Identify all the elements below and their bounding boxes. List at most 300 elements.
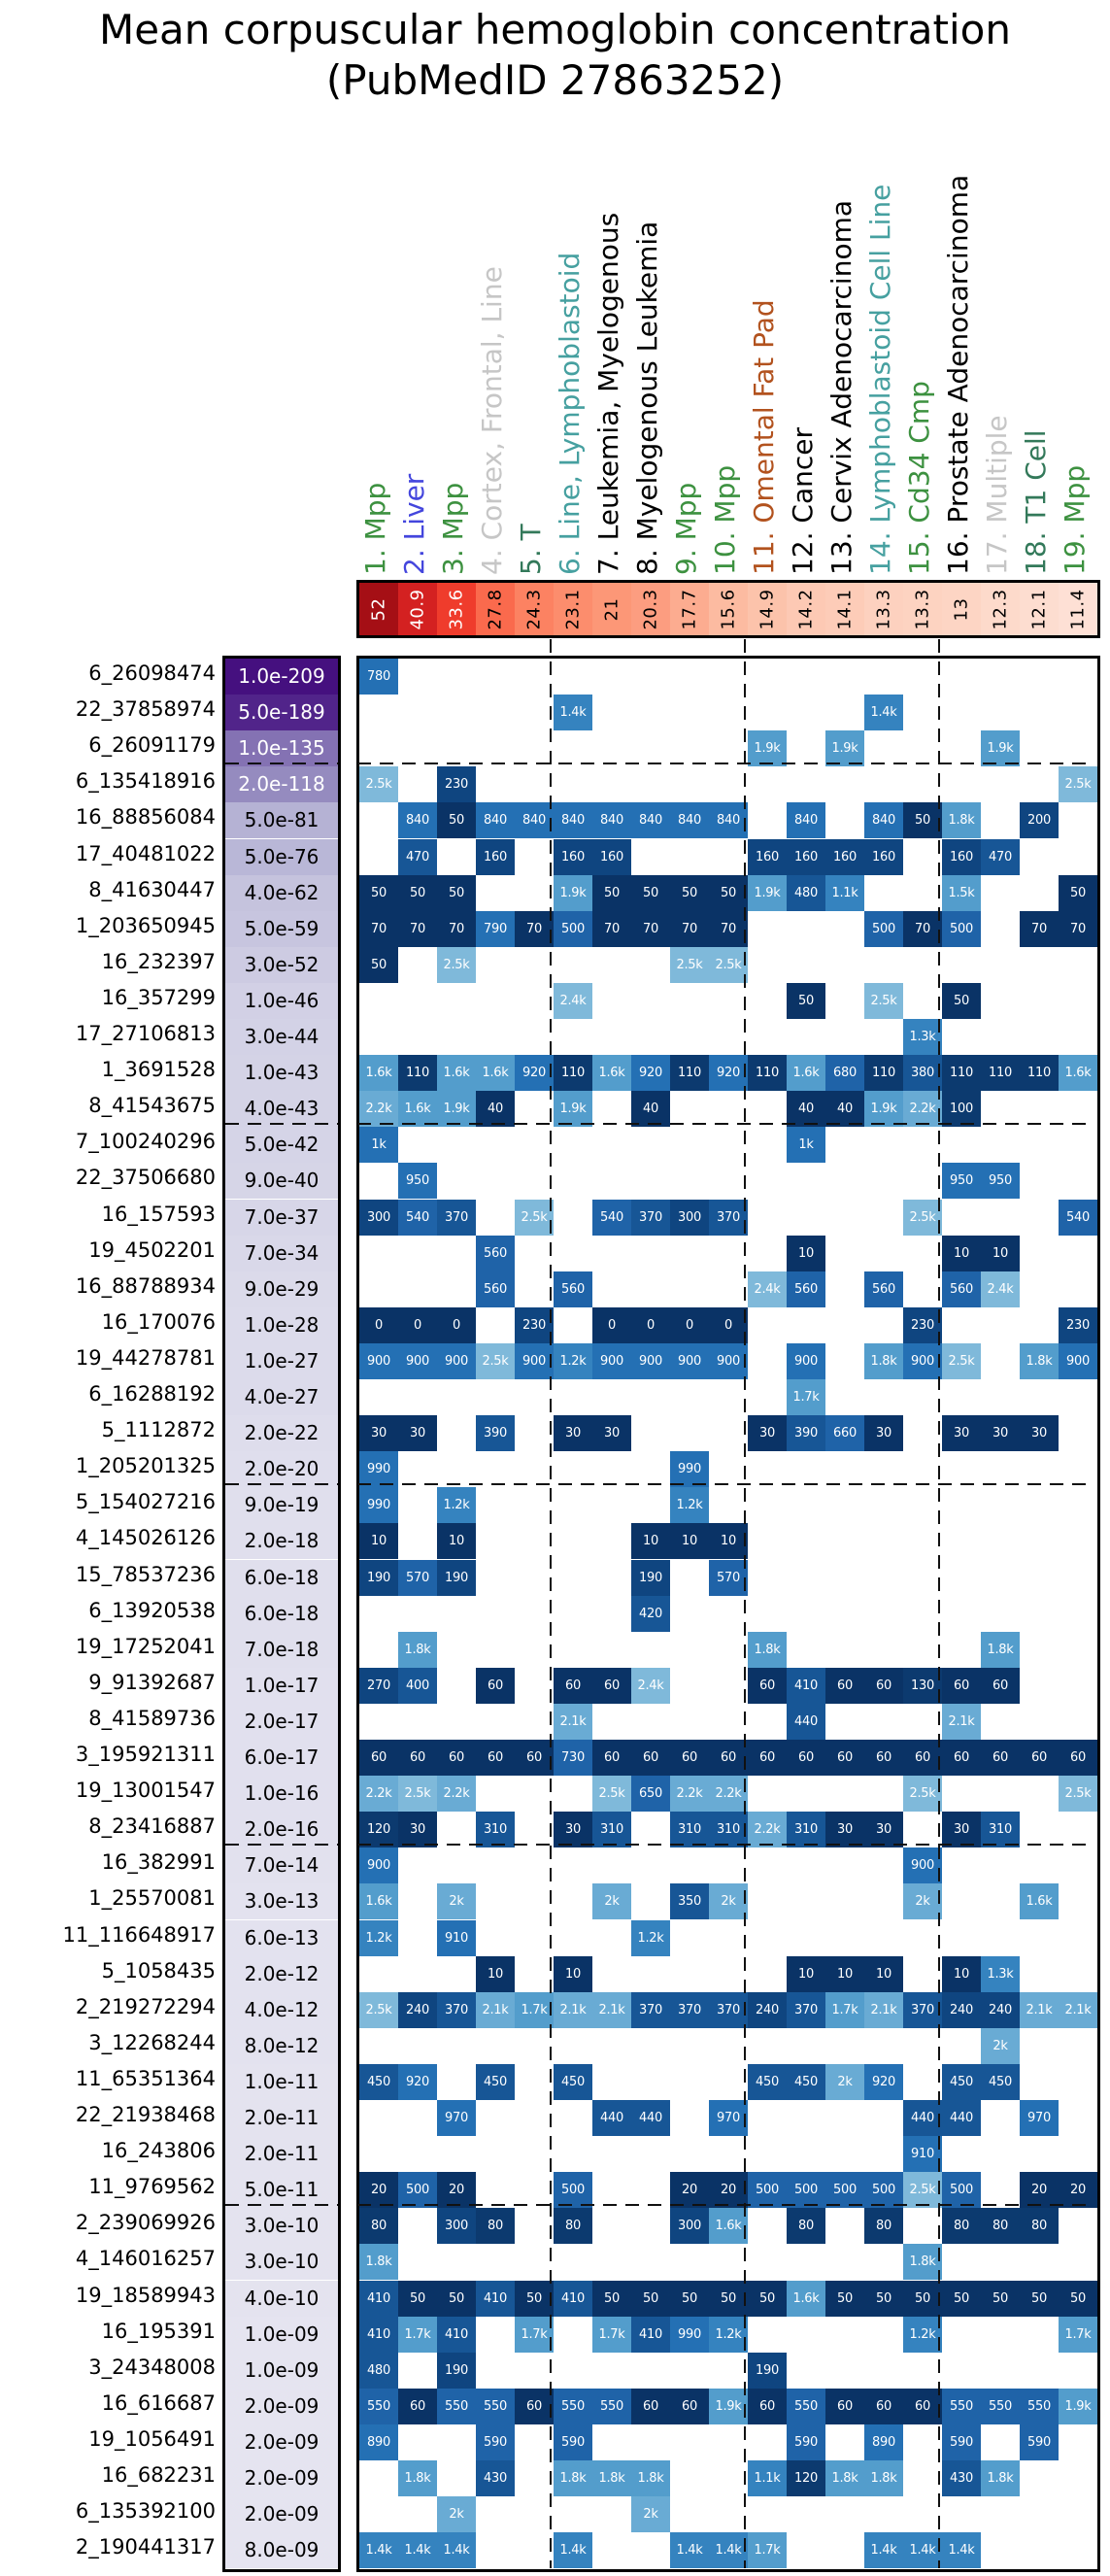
heatmap-cell: 70 — [592, 911, 631, 947]
heatmap-cell: 2.2k — [359, 1091, 398, 1127]
heatmap-cell: 2.2k — [437, 1776, 476, 1812]
row-label: 11_65351364 — [75, 2066, 216, 2090]
heatmap-cell: 1.4k — [864, 695, 903, 730]
heatmap-cell: 0 — [437, 1307, 476, 1343]
heatmap-cell: 2.4k — [748, 1271, 787, 1307]
heatmap-cell: 1.2k — [437, 1487, 476, 1523]
heatmap-grid — [356, 656, 1100, 2572]
heatmap-cell: 430 — [476, 2460, 515, 2496]
pvalue-cell: 4.0e-12 — [225, 1992, 338, 2028]
heatmap-cell: 920 — [631, 1055, 670, 1091]
heatmap-cell: 240 — [981, 1992, 1020, 2028]
heatmap-cell: 130 — [903, 1668, 942, 1704]
heatmap-cell: 70 — [631, 911, 670, 947]
heatmap-cell: 30 — [825, 1812, 864, 1847]
heatmap-cell: 2k — [981, 2028, 1020, 2064]
row-label: 4_146016257 — [75, 2247, 216, 2271]
heatmap-cell: 2k — [437, 2496, 476, 2532]
heatmap-cell: 410 — [787, 1668, 825, 1704]
heatmap-cell: 40 — [787, 1091, 825, 1127]
heatmap-cell: 1.6k — [592, 1055, 631, 1091]
pvalue-cell: 9.0e-19 — [225, 1487, 338, 1523]
heatmap-cell: 60 — [359, 1740, 398, 1776]
row-label: 1_3691528 — [101, 1058, 216, 1082]
heatmap-cell: 1.8k — [554, 2460, 592, 2496]
heatmap-cell: 60 — [748, 2389, 787, 2424]
heatmap-cell: 1.5k — [942, 875, 981, 911]
heatmap-cell: 110 — [1020, 1055, 1059, 1091]
pvalue-cell: 5.0e-11 — [225, 2172, 338, 2208]
heatmap-cell: 410 — [359, 2317, 398, 2353]
heatmap-cell: 1.6k — [709, 2208, 748, 2244]
row-label: 3_195921311 — [75, 1743, 216, 1766]
pvalue-cell: 1.0e-46 — [225, 983, 338, 1019]
heatmap-cell: 410 — [631, 2317, 670, 2353]
heatmap-cell: 550 — [1020, 2389, 1059, 2424]
heatmap-cell: 70 — [1059, 911, 1097, 947]
heatmap-cell: 110 — [670, 1055, 709, 1091]
heatmap-cell: 370 — [437, 1992, 476, 2028]
pvalue-cell: 4.0e-10 — [225, 2281, 338, 2317]
heatmap-cell: 50 — [437, 875, 476, 911]
row-label: 3_24348008 — [88, 2355, 216, 2379]
scale-cell: 20.3 — [631, 583, 670, 635]
heatmap-cell: 400 — [398, 1668, 437, 1704]
heatmap-cell: 450 — [787, 2064, 825, 2100]
heatmap-cell: 430 — [942, 2460, 981, 2496]
column-header-label: 16. Prostate Adenocarcinoma — [942, 174, 974, 575]
column-header-label: 3. Mpp — [437, 482, 469, 575]
heatmap-cell: 1.2k — [359, 1920, 398, 1956]
pvalue-cell: 1.0e-135 — [225, 730, 338, 766]
heatmap-cell: 2k — [437, 1883, 476, 1919]
heatmap-cell: 2.5k — [398, 1776, 437, 1812]
heatmap-cell: 1.9k — [554, 875, 592, 911]
heatmap-cell: 470 — [398, 839, 437, 875]
column-header-label: 7. Leukemia, Myelogenous — [592, 212, 624, 575]
heatmap-cell: 110 — [864, 1055, 903, 1091]
heatmap-cell: 390 — [787, 1415, 825, 1451]
pvalue-cell: 1.0e-28 — [225, 1307, 338, 1343]
heatmap-cell: 60 — [981, 1668, 1020, 1704]
heatmap-cell: 2.5k — [476, 1343, 515, 1379]
heatmap-cell: 30 — [864, 1812, 903, 1847]
heatmap-cell: 370 — [709, 1992, 748, 2028]
heatmap-cell: 10 — [554, 1956, 592, 1992]
heatmap-cell: 590 — [1020, 2424, 1059, 2460]
heatmap-cell: 1.6k — [787, 2281, 825, 2317]
heatmap-cell: 160 — [592, 839, 631, 875]
heatmap-cell: 60 — [554, 1668, 592, 1704]
pvalue-cell: 7.0e-18 — [225, 1632, 338, 1668]
heatmap-cell: 1.7k — [787, 1379, 825, 1415]
heatmap-cell: 650 — [631, 1776, 670, 1812]
heatmap-cell: 300 — [670, 2208, 709, 2244]
heatmap-cell: 50 — [437, 2281, 476, 2317]
pvalue-cell: 1.0e-209 — [225, 659, 338, 695]
heatmap-cell: 240 — [748, 1992, 787, 2028]
heatmap-cell: 2.1k — [942, 1704, 981, 1740]
heatmap-cell: 10 — [437, 1523, 476, 1559]
row-label: 19_1056491 — [88, 2426, 216, 2451]
pvalue-cell: 2.0e-22 — [225, 1415, 338, 1451]
heatmap-cell: 2.1k — [864, 1992, 903, 2028]
heatmap-cell: 20 — [359, 2172, 398, 2208]
heatmap-cell: 840 — [670, 802, 709, 838]
heatmap-cell: 2.2k — [903, 1091, 942, 1127]
row-label: 19_18589943 — [75, 2283, 216, 2307]
heatmap-cell: 10 — [476, 1956, 515, 1992]
heatmap-cell: 310 — [709, 1812, 748, 1847]
scale-cell: 33.6 — [437, 583, 476, 635]
row-label: 16_88788934 — [75, 1273, 216, 1298]
column-header-label: 9. Mpp — [670, 482, 702, 575]
row-label: 8_41543675 — [88, 1094, 216, 1118]
heatmap-cell: 160 — [825, 839, 864, 875]
heatmap-cell: 1.6k — [437, 1055, 476, 1091]
scale-cell: 52 — [359, 583, 398, 635]
heatmap-cell: 550 — [359, 2389, 398, 2424]
heatmap-cell: 1.6k — [1020, 1883, 1059, 1919]
column-header-label: 5. T — [515, 524, 547, 575]
heatmap-cell: 20 — [709, 2172, 748, 2208]
scale-cell: 15.6 — [709, 583, 748, 635]
heatmap-cell: 840 — [709, 802, 748, 838]
column-header-label: 1. Mpp — [359, 482, 391, 575]
heatmap-cell: 1.4k — [398, 2532, 437, 2568]
row-label: 6_26098474 — [88, 661, 216, 685]
row-label: 19_4502201 — [88, 1237, 216, 1262]
heatmap-cell: 370 — [670, 1992, 709, 2028]
heatmap-cell: 1.2k — [709, 2317, 748, 2353]
heatmap-cell: 1.4k — [709, 2532, 748, 2568]
row-label: 5_1058435 — [101, 1958, 216, 1983]
row-label: 16_157593 — [101, 1202, 216, 1226]
scale-cell: 12.3 — [981, 583, 1020, 635]
heatmap-cell: 370 — [787, 1992, 825, 2028]
pvalue-cell: 7.0e-34 — [225, 1236, 338, 1271]
row-label: 16_232397 — [101, 949, 216, 973]
heatmap-cell: 1.4k — [903, 2532, 942, 2568]
heatmap-cell: 410 — [437, 2317, 476, 2353]
column-header-label: 10. Mpp — [709, 464, 741, 575]
scale-cell: 14.2 — [787, 583, 825, 635]
pvalue-cell: 9.0e-29 — [225, 1271, 338, 1307]
heatmap-cell: 160 — [864, 839, 903, 875]
heatmap-cell: 50 — [787, 983, 825, 1019]
heatmap-cell: 30 — [942, 1415, 981, 1451]
heatmap-cell: 50 — [398, 875, 437, 911]
heatmap-cell: 2.5k — [515, 1200, 554, 1236]
heatmap-cell: 790 — [476, 911, 515, 947]
row-label: 22_21938468 — [75, 2103, 216, 2126]
scale-cell: 40.9 — [398, 583, 437, 635]
pvalue-cell: 7.0e-37 — [225, 1200, 338, 1236]
row-label: 22_37858974 — [75, 697, 216, 722]
row-label: 8_41630447 — [88, 877, 216, 901]
heatmap-cell: 440 — [942, 2100, 981, 2136]
pvalue-cell: 8.0e-12 — [225, 2028, 338, 2064]
heatmap-cell: 570 — [398, 1560, 437, 1596]
heatmap-cell: 1.9k — [1059, 2389, 1097, 2424]
heatmap-cell: 900 — [709, 1343, 748, 1379]
heatmap-cell: 310 — [476, 1812, 515, 1847]
heatmap-cell: 2.5k — [670, 947, 709, 983]
heatmap-cell: 2.4k — [554, 983, 592, 1019]
heatmap-cell: 110 — [554, 1055, 592, 1091]
row-label: 8_41589736 — [88, 1706, 216, 1730]
heatmap-cell: 70 — [903, 911, 942, 947]
row-label: 6_26091179 — [88, 733, 216, 758]
pvalue-cell: 5.0e-42 — [225, 1127, 338, 1163]
column-header-label: 15. Cd34 Cmp — [903, 381, 935, 575]
heatmap-cell: 920 — [515, 1055, 554, 1091]
heatmap-cell: 990 — [359, 1451, 398, 1487]
heatmap-cell: 1.8k — [864, 1343, 903, 1379]
row-label: 16_382991 — [101, 1850, 216, 1875]
heatmap-cell: 30 — [981, 1415, 1020, 1451]
heatmap-cell: 1.3k — [903, 1019, 942, 1055]
column-header-label: 17. Multiple — [981, 415, 1013, 575]
dashed-row-separator — [357, 763, 1093, 764]
row-label: 17_27106813 — [75, 1022, 216, 1045]
heatmap-cell: 450 — [981, 2064, 1020, 2100]
heatmap-cell: 300 — [670, 1200, 709, 1236]
row-label: 16_243806 — [101, 2139, 216, 2163]
row-label: 1_205201325 — [75, 1454, 216, 1478]
heatmap-cell: 500 — [864, 2172, 903, 2208]
heatmap-cell: 50 — [864, 2281, 903, 2317]
dashed-column-separator — [744, 639, 746, 2568]
heatmap-cell: 310 — [981, 1812, 1020, 1847]
heatmap-cell: 840 — [592, 802, 631, 838]
heatmap-cell: 2.1k — [554, 1992, 592, 2028]
heatmap-cell: 420 — [631, 1596, 670, 1632]
heatmap-cell: 2k — [709, 1883, 748, 1919]
heatmap-cell: 2k — [903, 1883, 942, 1919]
heatmap-cell: 50 — [903, 802, 942, 838]
pvalue-cell: 6.0e-18 — [225, 1596, 338, 1632]
pvalue-cell: 2.0e-09 — [225, 2460, 338, 2496]
heatmap-cell: 410 — [359, 2281, 398, 2317]
heatmap-cell: 300 — [437, 2208, 476, 2244]
heatmap-cell: 1.8k — [903, 2244, 942, 2280]
heatmap-cell: 1.9k — [825, 730, 864, 766]
heatmap-cell: 60 — [398, 1740, 437, 1776]
heatmap-cell: 110 — [981, 1055, 1020, 1091]
heatmap-cell: 60 — [1020, 1740, 1059, 1776]
pvalue-cell: 5.0e-189 — [225, 695, 338, 730]
heatmap-cell: 50 — [359, 947, 398, 983]
heatmap-cell: 20 — [670, 2172, 709, 2208]
heatmap-cell: 50 — [359, 875, 398, 911]
heatmap-cell: 900 — [359, 1343, 398, 1379]
heatmap-cell: 50 — [437, 802, 476, 838]
heatmap-cell: 910 — [437, 1920, 476, 1956]
heatmap-cell: 60 — [398, 2389, 437, 2424]
heatmap-cell: 60 — [437, 1740, 476, 1776]
heatmap-cell: 160 — [942, 839, 981, 875]
heatmap-cell: 2k — [825, 2064, 864, 2100]
row-label: 6_13920538 — [88, 1598, 216, 1622]
heatmap-cell: 240 — [398, 1992, 437, 2028]
scale-cell: 13.3 — [903, 583, 942, 635]
row-label: 4_145026126 — [75, 1526, 216, 1550]
heatmap-cell: 1.8k — [942, 802, 981, 838]
column-header-label: 13. Cervix Adenocarcinoma — [825, 199, 858, 575]
heatmap-cell: 560 — [476, 1271, 515, 1307]
heatmap-cell: 1.3k — [981, 1956, 1020, 1992]
heatmap-cell: 160 — [554, 839, 592, 875]
heatmap-cell: 900 — [515, 1343, 554, 1379]
heatmap-cell: 350 — [670, 1883, 709, 1919]
pvalue-cell: 2.0e-09 — [225, 2424, 338, 2460]
heatmap-cell: 440 — [787, 1704, 825, 1740]
heatmap-cell: 900 — [1059, 1343, 1097, 1379]
heatmap-cell: 50 — [670, 875, 709, 911]
heatmap-cell: 50 — [398, 2281, 437, 2317]
heatmap-cell: 30 — [1020, 1415, 1059, 1451]
heatmap-cell: 900 — [437, 1343, 476, 1379]
heatmap-cell: 10 — [670, 1523, 709, 1559]
heatmap-cell: 730 — [554, 1740, 592, 1776]
heatmap-cell: 1.4k — [554, 2532, 592, 2568]
heatmap-cell: 890 — [864, 2424, 903, 2460]
heatmap-cell: 30 — [554, 1812, 592, 1847]
heatmap-cell: 1.8k — [398, 2460, 437, 2496]
heatmap-cell: 50 — [1020, 2281, 1059, 2317]
heatmap-cell: 270 — [359, 1668, 398, 1704]
heatmap-cell: 950 — [981, 1163, 1020, 1199]
heatmap-cell: 840 — [554, 802, 592, 838]
heatmap-cell: 60 — [631, 2389, 670, 2424]
heatmap-cell: 1.9k — [748, 730, 787, 766]
heatmap-cell: 840 — [864, 802, 903, 838]
heatmap-cell: 1.1k — [748, 2460, 787, 2496]
heatmap-cell: 370 — [437, 1200, 476, 1236]
row-label: 6_135418916 — [75, 769, 216, 794]
heatmap-cell: 50 — [515, 2281, 554, 2317]
heatmap-cell: 190 — [437, 1560, 476, 1596]
heatmap-cell: 840 — [515, 802, 554, 838]
heatmap-cell: 50 — [631, 875, 670, 911]
heatmap-cell: 1.6k — [787, 1055, 825, 1091]
dashed-row-separator — [225, 763, 338, 764]
pvalue-cell: 2.0e-118 — [225, 766, 338, 802]
heatmap-cell: 1.7k — [1059, 2317, 1097, 2353]
heatmap-cell: 2.1k — [476, 1992, 515, 2028]
heatmap-cell: 60 — [476, 1668, 515, 1704]
heatmap-cell: 470 — [981, 839, 1020, 875]
heatmap-cell: 160 — [748, 839, 787, 875]
heatmap-cell: 1.6k — [1059, 1055, 1097, 1091]
column-header-label: 6. Line, Lymphoblastoid — [554, 252, 586, 575]
heatmap-cell: 440 — [903, 2100, 942, 2136]
heatmap-cell: 390 — [476, 1415, 515, 1451]
heatmap-cell: 0 — [709, 1307, 748, 1343]
row-label: 2_219272294 — [75, 1994, 216, 2018]
dashed-row-separator — [225, 1123, 338, 1125]
heatmap-cell: 10 — [825, 1956, 864, 1992]
heatmap-cell: 1.8k — [825, 2460, 864, 2496]
dashed-column-separator — [550, 639, 552, 2568]
heatmap-cell: 60 — [825, 1668, 864, 1704]
heatmap-cell: 30 — [554, 1415, 592, 1451]
heatmap-cell: 540 — [398, 1200, 437, 1236]
heatmap-cell: 110 — [398, 1055, 437, 1091]
heatmap-cell: 80 — [554, 2208, 592, 2244]
dashed-row-separator — [225, 1483, 338, 1485]
heatmap-cell: 370 — [709, 1200, 748, 1236]
heatmap-cell: 120 — [787, 2460, 825, 2496]
heatmap-cell: 10 — [787, 1236, 825, 1271]
heatmap-cell: 1.6k — [359, 1055, 398, 1091]
heatmap-cell: 60 — [592, 1740, 631, 1776]
heatmap-cell: 500 — [787, 2172, 825, 2208]
heatmap-cell: 60 — [670, 2389, 709, 2424]
pvalue-cell: 1.0e-27 — [225, 1343, 338, 1379]
heatmap-cell: 50 — [1059, 2281, 1097, 2317]
heatmap-cell: 2.2k — [709, 1776, 748, 1812]
pvalue-cell: 2.0e-16 — [225, 1812, 338, 1847]
pvalue-cell: 2.0e-12 — [225, 1956, 338, 1992]
heatmap-cell: 310 — [592, 1812, 631, 1847]
pvalue-cell: 6.0e-18 — [225, 1560, 338, 1596]
heatmap-cell: 1.2k — [631, 1920, 670, 1956]
heatmap-cell: 540 — [592, 1200, 631, 1236]
heatmap-cell: 160 — [476, 839, 515, 875]
pvalue-cell: 4.0e-27 — [225, 1379, 338, 1415]
heatmap-cell: 590 — [476, 2424, 515, 2460]
heatmap-cell: 2.5k — [903, 2172, 942, 2208]
heatmap-cell: 60 — [631, 1740, 670, 1776]
color-scale-bar — [356, 580, 1100, 638]
heatmap-cell: 840 — [631, 802, 670, 838]
heatmap-cell: 900 — [631, 1343, 670, 1379]
row-label: 11_9769562 — [88, 2175, 216, 2199]
heatmap-cell: 2.5k — [359, 1992, 398, 2028]
row-label: 1_203650945 — [75, 913, 216, 937]
heatmap-cell: 1.4k — [942, 2532, 981, 2568]
heatmap-cell: 80 — [981, 2208, 1020, 2244]
dashed-row-separator — [357, 2204, 1093, 2206]
heatmap-cell: 410 — [554, 2281, 592, 2317]
heatmap-cell: 20 — [1059, 2172, 1097, 2208]
heatmap-cell: 50 — [748, 2281, 787, 2317]
heatmap-cell: 1.6k — [398, 1091, 437, 1127]
heatmap-cell: 1.6k — [359, 1883, 398, 1919]
row-label: 2_190441317 — [75, 2535, 216, 2559]
heatmap-cell: 30 — [398, 1415, 437, 1451]
heatmap-cell: 60 — [942, 1668, 981, 1704]
heatmap-cell: 300 — [359, 1200, 398, 1236]
heatmap-cell: 50 — [709, 875, 748, 911]
pvalue-cell: 6.0e-13 — [225, 1920, 338, 1956]
heatmap-cell: 840 — [787, 802, 825, 838]
heatmap-cell: 900 — [903, 1847, 942, 1883]
heatmap-cell: 590 — [787, 2424, 825, 2460]
scale-cell: 27.8 — [476, 583, 515, 635]
heatmap-cell: 480 — [787, 875, 825, 911]
heatmap-cell: 1.4k — [864, 2532, 903, 2568]
heatmap-cell: 1.8k — [864, 2460, 903, 2496]
dashed-column-separator — [938, 639, 940, 2568]
pvalue-cell: 5.0e-81 — [225, 802, 338, 838]
heatmap-cell: 550 — [476, 2389, 515, 2424]
heatmap-cell: 2.1k — [1020, 1992, 1059, 2028]
heatmap-cell: 990 — [670, 1451, 709, 1487]
heatmap-cell: 60 — [787, 1740, 825, 1776]
